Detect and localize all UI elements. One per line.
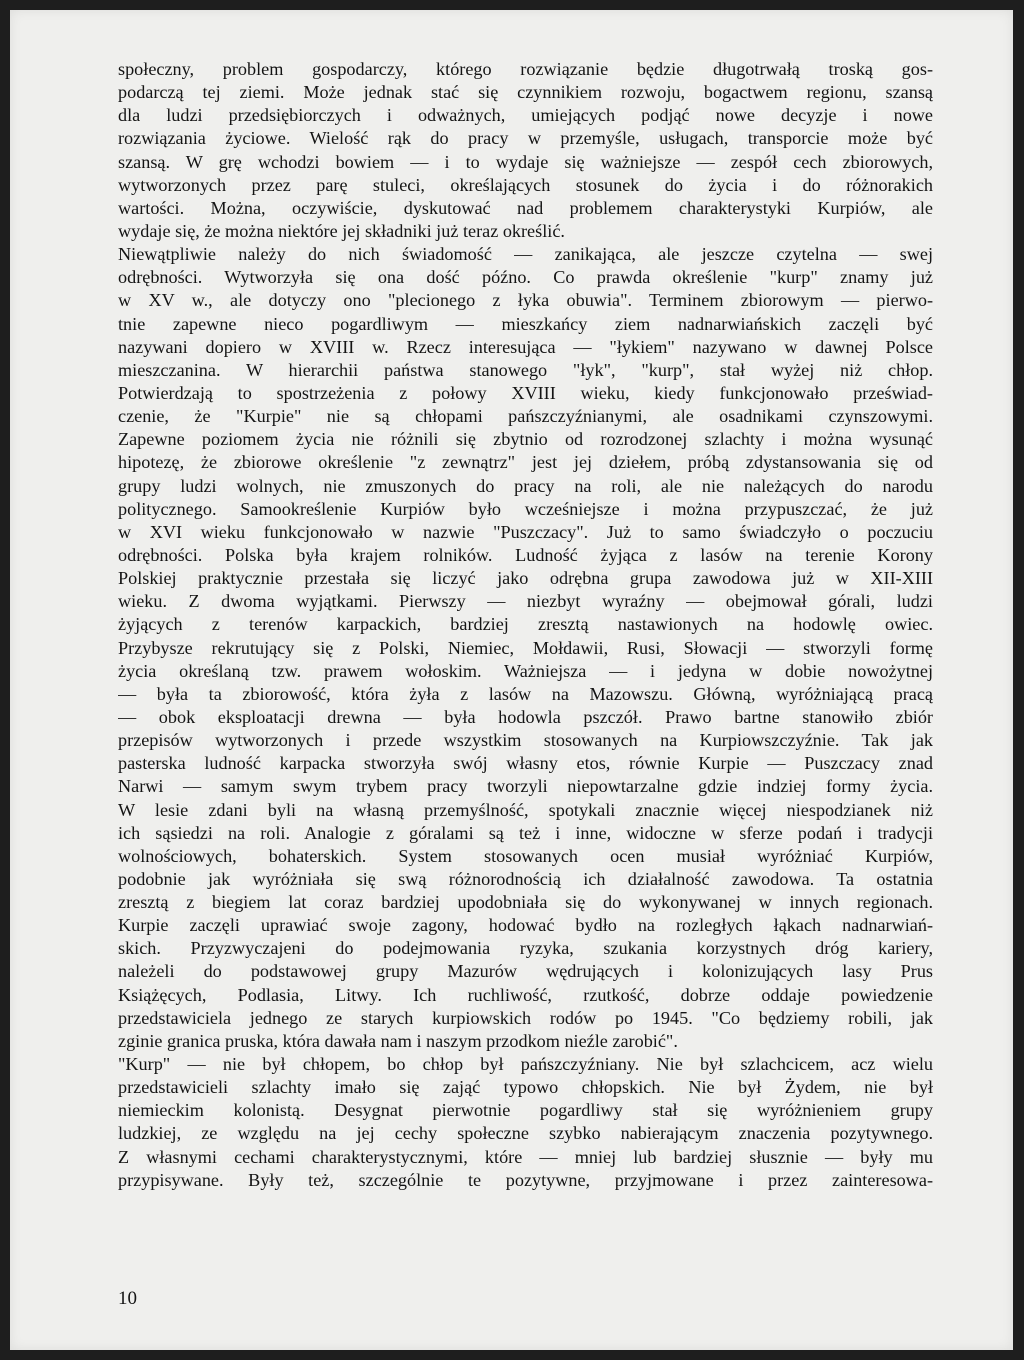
text-line: Zapewne poziomem życia nie różnili się zbytnio od rozrodzonej szlachty i można wysunąć <box>118 429 933 450</box>
text-line: Narwi — samym swym trybem pracy tworzyli niepowtarzalne gdzie indziej formy życia. <box>118 776 933 797</box>
text-line: ludzkiej, ze względu na jej cechy społeczne szybko nabierającym znaczenia pozytywnego. <box>118 1123 933 1144</box>
text-line: "Kurp" — nie był chłopem, bo chłop był pańszczyźniany. Nie był szlachcicem, acz wielu <box>118 1054 933 1075</box>
text-line: grupy ludzi wolnych, nie zmuszonych do pracy na roli, ale nie należących do narodu <box>118 475 933 496</box>
text-line: wytworzonych przez parę stuleci, określających stosunek do życia i do różnorakich <box>118 174 933 195</box>
text-line: wydaje się, że można niektóre jej składniki już teraz określić. <box>118 220 565 241</box>
text-line: wartości. Można, oczywiście, dyskutować nad problemem charakterystyki Kurpiów, ale <box>118 197 933 218</box>
text-line: czenie, że "Kurpie" nie są chłopami pańszczyźnianymi, ale osadnikami czynszowymi. <box>118 406 933 427</box>
text-line: Książęcych, Podlasia, Litwy. Ich ruchliwość, rzutkość, dobrze oddaje powiedzenie <box>118 984 933 1005</box>
text-line: przypisywane. Były też, szczególnie te pozytywne, przyjmowane i przez zainteresowa- <box>118 1169 933 1190</box>
text-line: w XV w., ale dotyczy ono "plecionego z łyka obuwia". Terminem zbiorowym — pierwo- <box>118 290 933 311</box>
text-line: życia określaną tzw. prawem wołoskim. Ważniejsza — i jedyna w dobie nowożytnej <box>118 660 933 681</box>
text-line: niemieckim kolonistą. Desygnat pierwotnie pogardliwy stał się wyróżnieniem grupy <box>118 1100 933 1121</box>
text-line: dla ludzi przedsiębiorczych i odważnych, umiejących podjąć nowe decyzje i nowe <box>118 105 933 126</box>
text-line: mieszczanina. W hierarchii państwa stanowego "łyk", "kurp", stał wyżej niż chłop. <box>118 359 933 380</box>
text-line: wieku. Z dwoma wyjątkami. Pierwszy — niezbyt wyraźny — obejmował górali, ludzi <box>118 591 933 612</box>
text-line: zresztą z biegiem lat coraz bardziej upodobniała się do wykonywanej w innych regionach. <box>118 892 933 913</box>
text-line: przepisów wytworzonych i przede wszystkim stosowanych na Kurpiowszczyźnie. Tak jak <box>118 730 933 751</box>
text-line: szansą. W grę wchodzi bowiem — i to wydaje się ważniejsze — zespół cech zbiorowych, <box>118 151 933 172</box>
text-line: hipotezę, że zbiorowe określenie "z zewnątrz" jest jej dziełem, próbą zdystansowania się od <box>118 452 933 473</box>
text-line: W lesie zdani byli na własną przemyślność, spotykali znacznie więcej niespodzianek niż <box>118 799 933 820</box>
text-line: przedstawiciela jednego ze starych kurpiowskich rodów po 1945. "Co będziemy robili, jak <box>118 1007 933 1028</box>
text-line: Kurpie zaczęli uprawiać swoje zagony, hodować bydło na rozległych łąkach nadnarwiań- <box>118 915 933 936</box>
text-line: pasterska ludność karpacka stworzyła swój własny etos, równie Kurpie — Puszczacy znad <box>118 753 933 774</box>
text-line: rozwiązania życiowe. Wielość rąk do pracy w przemyśle, usługach, transporcie może być <box>118 128 933 149</box>
text-line: Z własnymi cechami charakterystycznymi, które — mniej lub bardziej słusznie — były mu <box>118 1146 933 1167</box>
text-line: należeli do podstawowej grupy Mazurów wędrujących i kolonizujących lasy Prus <box>118 961 933 982</box>
text-line: podarczą tej ziemi. Może jednak stać się czynnikiem rozwoju, bogactwem regionu, szansą <box>118 82 933 103</box>
text-line: żyjących z terenów karpackich, bardziej zresztą nastawionych na hodowlę owiec. <box>118 614 933 635</box>
text-line: podobnie jak wyróżniała się swą różnorodnością ich działalność zawodowa. Ta ostatnia <box>118 868 933 889</box>
text-line: Potwierdzają to spostrzeżenia z połowy XVIII wieku, kiedy funkcjonowało przeświad- <box>118 382 933 403</box>
text-line: Niewątpliwie należy do nich świadomość — zanikająca, ale jeszcze czytelna — swej <box>118 244 933 265</box>
text-line: w XVI wieku funkcjonowało w nazwie "Puszczacy". Już to samo świadczyło o poczuciu <box>118 521 933 542</box>
text-line: politycznego. Samookreślenie Kurpiów było wcześniejsze i można przypuszczać, że już <box>118 498 933 519</box>
text-line: ich sąsiedzi na roli. Analogie z góralami są też i inne, widoczne w sferze podań i tradycji <box>118 822 933 843</box>
text-line: Polskiej praktycznie przestała się liczyć jako odrębna grupa zawodowa już w XII-XIII <box>118 568 933 589</box>
book-page <box>10 10 1013 1350</box>
body-text <box>118 58 933 1192</box>
text-line: społeczny, problem gospodarczy, którego rozwiązanie będzie długotrwałą troską gos- <box>118 59 933 79</box>
text-line: tnie zapewne nieco pogardliwym — mieszkańcy ziem nadnarwiańskich zaczęli być <box>118 313 933 334</box>
text-line: — obok eksploatacji drewna — była hodowla pszczół. Prawo bartne stanowiło zbiór <box>118 706 933 727</box>
text-line: nazywani dopiero w XVIII w. Rzecz interesująca — "łykiem" nazywano w dawnej Polsce <box>118 336 933 357</box>
text-line: Przybysze rekrutujący się z Polski, Niemiec, Mołdawii, Rusi, Słowacji — stworzyli formę <box>118 637 933 658</box>
text-line: odrębności. Wytworzyła się ona dość późno. Co prawda określenie "kurp" znamy już <box>118 267 933 288</box>
text-line: wolnościowych, bohaterskich. System stosowanych ocen musiał wyróżniać Kurpiów, <box>118 845 933 866</box>
text-line: — była ta zbiorowość, która żyła z lasów na Mazowszu. Główną, wyróżniającą pracą <box>118 683 933 704</box>
text-line: odrębności. Polska była krajem rolników. Ludność żyjąca z lasów na terenie Korony <box>118 544 933 565</box>
text-line: przedstawicieli szlachty imało się zająć typowo chłopskich. Nie był Żydem, nie był <box>118 1077 933 1098</box>
text-line: zginie granica pruska, która dawała nam i naszym przodkom nieźle zarobić". <box>118 1030 678 1051</box>
text-line: skich. Przyzwyczajeni do podejmowania ryzyka, szukania korzystnych dróg kariery, <box>118 938 933 959</box>
page-number: 10 <box>118 1288 137 1309</box>
